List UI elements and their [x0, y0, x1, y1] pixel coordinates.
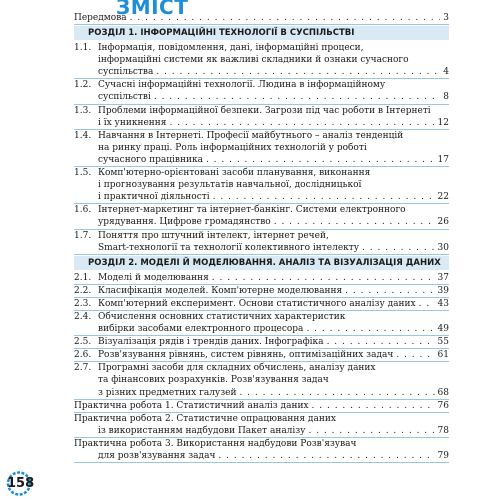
- dot-leader: [206, 154, 435, 166]
- entry-number: 2.6.: [74, 350, 92, 361]
- toc-entry-line: [74, 285, 449, 297]
- toc-entry-line: [74, 216, 449, 228]
- dot-leader: [274, 216, 435, 228]
- entry-text: Класифікація моделей. Комп'ютерне моделювання: [98, 285, 343, 296]
- entry-text: сучасного працівника: [98, 154, 203, 165]
- entry-text: суспільстві: [98, 92, 151, 103]
- entry-text: і їх уникнення: [98, 117, 167, 128]
- toc-entry: [74, 413, 449, 438]
- toc-entry-line: [74, 42, 449, 54]
- entry-page: 68: [437, 387, 449, 398]
- entry-text: Проблеми інформаційної безпеки. Загрози під час роботи в Інтернеті: [98, 105, 431, 116]
- dot-leader: [396, 349, 434, 361]
- entry-text: Комп'ютерно-орієнтовані засоби планування, виконання: [98, 168, 371, 179]
- toc-entry-line: [74, 400, 449, 412]
- section-heading: РОЗДІЛ 2. МОДЕЛІ Й МОДЕЛЮВАННЯ. АНАЛІЗ ТА ВІЗУАЛІЗАЦІЯ ДАНИХ: [74, 256, 449, 270]
- entry-text: Практична робота 3. Використання надбудови Розв'язувач: [74, 438, 357, 449]
- entry-text: суспільства: [98, 67, 154, 78]
- entry-page: 3: [443, 13, 449, 23]
- dot-leader: [169, 117, 434, 129]
- toc-entry: [74, 311, 449, 336]
- toc-entry-line: [74, 362, 449, 374]
- entry-page: 37: [437, 272, 449, 283]
- entry-page: 8: [443, 92, 449, 103]
- entry-text: вибірки засобами електронного процесора: [98, 324, 304, 335]
- entry-number: 2.4.: [74, 311, 92, 322]
- entry-page: 43: [437, 298, 449, 309]
- toc-entry-line: [74, 204, 449, 216]
- toc-entry-line: [74, 54, 449, 66]
- entry-text: і прогнозування результатів навчальної, дослідницької: [98, 180, 362, 191]
- entry-page: 78: [437, 425, 449, 436]
- entry-page: 4: [443, 67, 449, 78]
- dot-leader: [213, 191, 435, 203]
- toc-entry: [74, 400, 449, 413]
- entry-page: 39: [437, 285, 449, 296]
- toc-entry: [74, 230, 449, 255]
- toc-entry-line: [74, 425, 449, 437]
- page-title: ЗМІСТ: [116, 0, 189, 19]
- entry-text: Передмова: [74, 13, 127, 23]
- entry-text: Моделі й моделювання: [98, 272, 209, 283]
- entry-number: 1.7.: [74, 230, 92, 241]
- toc-entry: [74, 349, 449, 362]
- entry-number: 1.3.: [74, 105, 92, 116]
- entry-text: урядування. Цифрове громадянство: [98, 217, 271, 228]
- toc-entry-line: [74, 349, 449, 361]
- entry-page: 49: [437, 324, 449, 335]
- toc-entry-line: [74, 79, 449, 91]
- toc-entry: [74, 285, 449, 298]
- entry-text: Інформація, повідомлення, дані, інформаційні процеси,: [98, 43, 364, 54]
- dot-leader: [154, 91, 440, 103]
- dot-leader: [308, 425, 434, 437]
- toc-entry: [74, 79, 449, 104]
- table-of-contents: [74, 12, 449, 463]
- entry-text: Інтернет-маркетинг та інтернет-банкінг. Системи електронного: [98, 205, 406, 216]
- entry-text: Комп'ютерний експеримент. Основи статистичного аналізу даних: [98, 298, 416, 309]
- dot-leader: [218, 450, 434, 462]
- entry-number: 2.3.: [74, 298, 92, 309]
- toc-entry: [74, 362, 449, 399]
- entry-page: 26: [437, 217, 449, 228]
- dot-leader: [306, 323, 434, 335]
- dot-leader: [327, 336, 435, 348]
- section-heading: РОЗДІЛ 1. ІНФОРМАЦІЙНІ ТЕХНОЛОГІЇ В СУСПІЛЬСТВІ: [74, 26, 449, 40]
- toc-entry-line: [74, 323, 449, 335]
- entry-text: на ринку праці. Роль інформаційних технологій у роботі: [98, 142, 367, 153]
- toc-entry: [74, 42, 449, 79]
- entry-text: Обчислення основних статистичних характеристик: [98, 311, 346, 322]
- entry-number: 1.5.: [74, 168, 92, 179]
- entry-number: 1.4.: [74, 130, 92, 141]
- entry-page: 76: [437, 400, 449, 411]
- toc-entry-line: [74, 336, 449, 348]
- entry-page: 61: [437, 350, 449, 361]
- dot-leader: [419, 298, 435, 310]
- dot-leader: [156, 66, 440, 78]
- toc-entry: [74, 105, 449, 130]
- toc-entry-line: [74, 438, 449, 450]
- entry-text: з різних предметних галузей: [98, 387, 237, 398]
- dot-leader: [239, 387, 434, 399]
- toc-entry-line: [74, 311, 449, 323]
- entry-number: 2.7.: [74, 363, 92, 374]
- entry-text: Практична робота 1. Статистичний аналіз даних: [74, 400, 309, 411]
- toc-entry: [74, 204, 449, 229]
- entry-text: Програмні засоби для складних обчислень, аналізу даних: [98, 363, 376, 374]
- toc-entry: [74, 272, 449, 285]
- page-number: 158: [7, 476, 35, 491]
- toc-entry-line: [74, 12, 449, 24]
- toc-entry-line: [74, 298, 449, 310]
- entry-number: 2.1.: [74, 272, 92, 283]
- toc-entry-line: [74, 230, 449, 242]
- entry-page: 79: [437, 451, 449, 461]
- entry-number: 1.6.: [74, 205, 92, 216]
- entry-text: Розв'язування рівнянь, систем рівнянь, оптимізаційних задач: [98, 350, 394, 361]
- toc-entry-line: [74, 66, 449, 78]
- dot-leader: [212, 272, 435, 284]
- toc-entry-line: [74, 450, 449, 462]
- entry-text: Поняття про штучний інтелект, інтернет речей,: [98, 230, 329, 241]
- toc-entry-intro: [74, 12, 449, 25]
- entry-text: Візуалізація рядів і трендів даних. Інфографіка: [98, 337, 324, 348]
- entry-page: 30: [437, 242, 449, 253]
- entry-text: і практичної діяльності: [98, 192, 210, 203]
- entry-text: Практична робота 2. Статистичне опрацювання даних: [74, 413, 336, 424]
- dot-leader: [312, 400, 435, 412]
- toc-entry: [74, 438, 449, 463]
- entry-text: Сучасні інформаційні технології. Людина в інформаційному: [98, 80, 386, 91]
- toc-entry-line: [74, 142, 449, 154]
- page-number-badge: [4, 471, 34, 496]
- dot-leader: [345, 285, 434, 297]
- toc-entry: [74, 298, 449, 311]
- toc-entry: [74, 167, 449, 204]
- entry-text: та фінансових розрахунків. Розв'язування задач: [98, 375, 329, 386]
- toc-entry-line: [74, 387, 449, 399]
- toc-entry-line: [74, 167, 449, 179]
- toc-entry-line: [74, 91, 449, 103]
- dot-leader: [362, 242, 434, 254]
- entry-text: Smart-технології та технології колективного інтелекту: [98, 242, 360, 253]
- entry-text: інформаційні системи як важливі складники й ознаки сучасного: [98, 55, 409, 66]
- toc-entry-line: [74, 191, 449, 203]
- toc-entry-line: [74, 242, 449, 254]
- toc-entry-line: [74, 105, 449, 117]
- entry-text: із використанням надбудови Пакет аналізу: [98, 425, 306, 436]
- toc-entry-line: [74, 272, 449, 284]
- toc-entry: [74, 336, 449, 349]
- toc-entry-line: [74, 130, 449, 142]
- entry-number: 2.2.: [74, 285, 92, 296]
- toc-entry-line: [74, 179, 449, 191]
- entry-page: 17: [437, 154, 449, 165]
- entry-text: Навчання в Інтернеті. Професії майбутнього – аналіз тенденцій: [98, 130, 404, 141]
- entry-page: 12: [437, 117, 449, 128]
- dot-leader: [130, 12, 441, 24]
- entry-text: для розв'язування задач: [98, 451, 216, 461]
- toc-entry-line: [74, 374, 449, 386]
- toc-entry-line: [74, 154, 449, 166]
- toc-entry: [74, 130, 449, 167]
- entry-number: 1.2.: [74, 80, 92, 91]
- toc-entry-line: [74, 117, 449, 129]
- entry-page: 22: [437, 192, 449, 203]
- entry-number: 2.5.: [74, 337, 92, 348]
- entry-page: 55: [437, 337, 449, 348]
- toc-entry-line: [74, 413, 449, 425]
- entry-number: 1.1.: [74, 43, 92, 54]
